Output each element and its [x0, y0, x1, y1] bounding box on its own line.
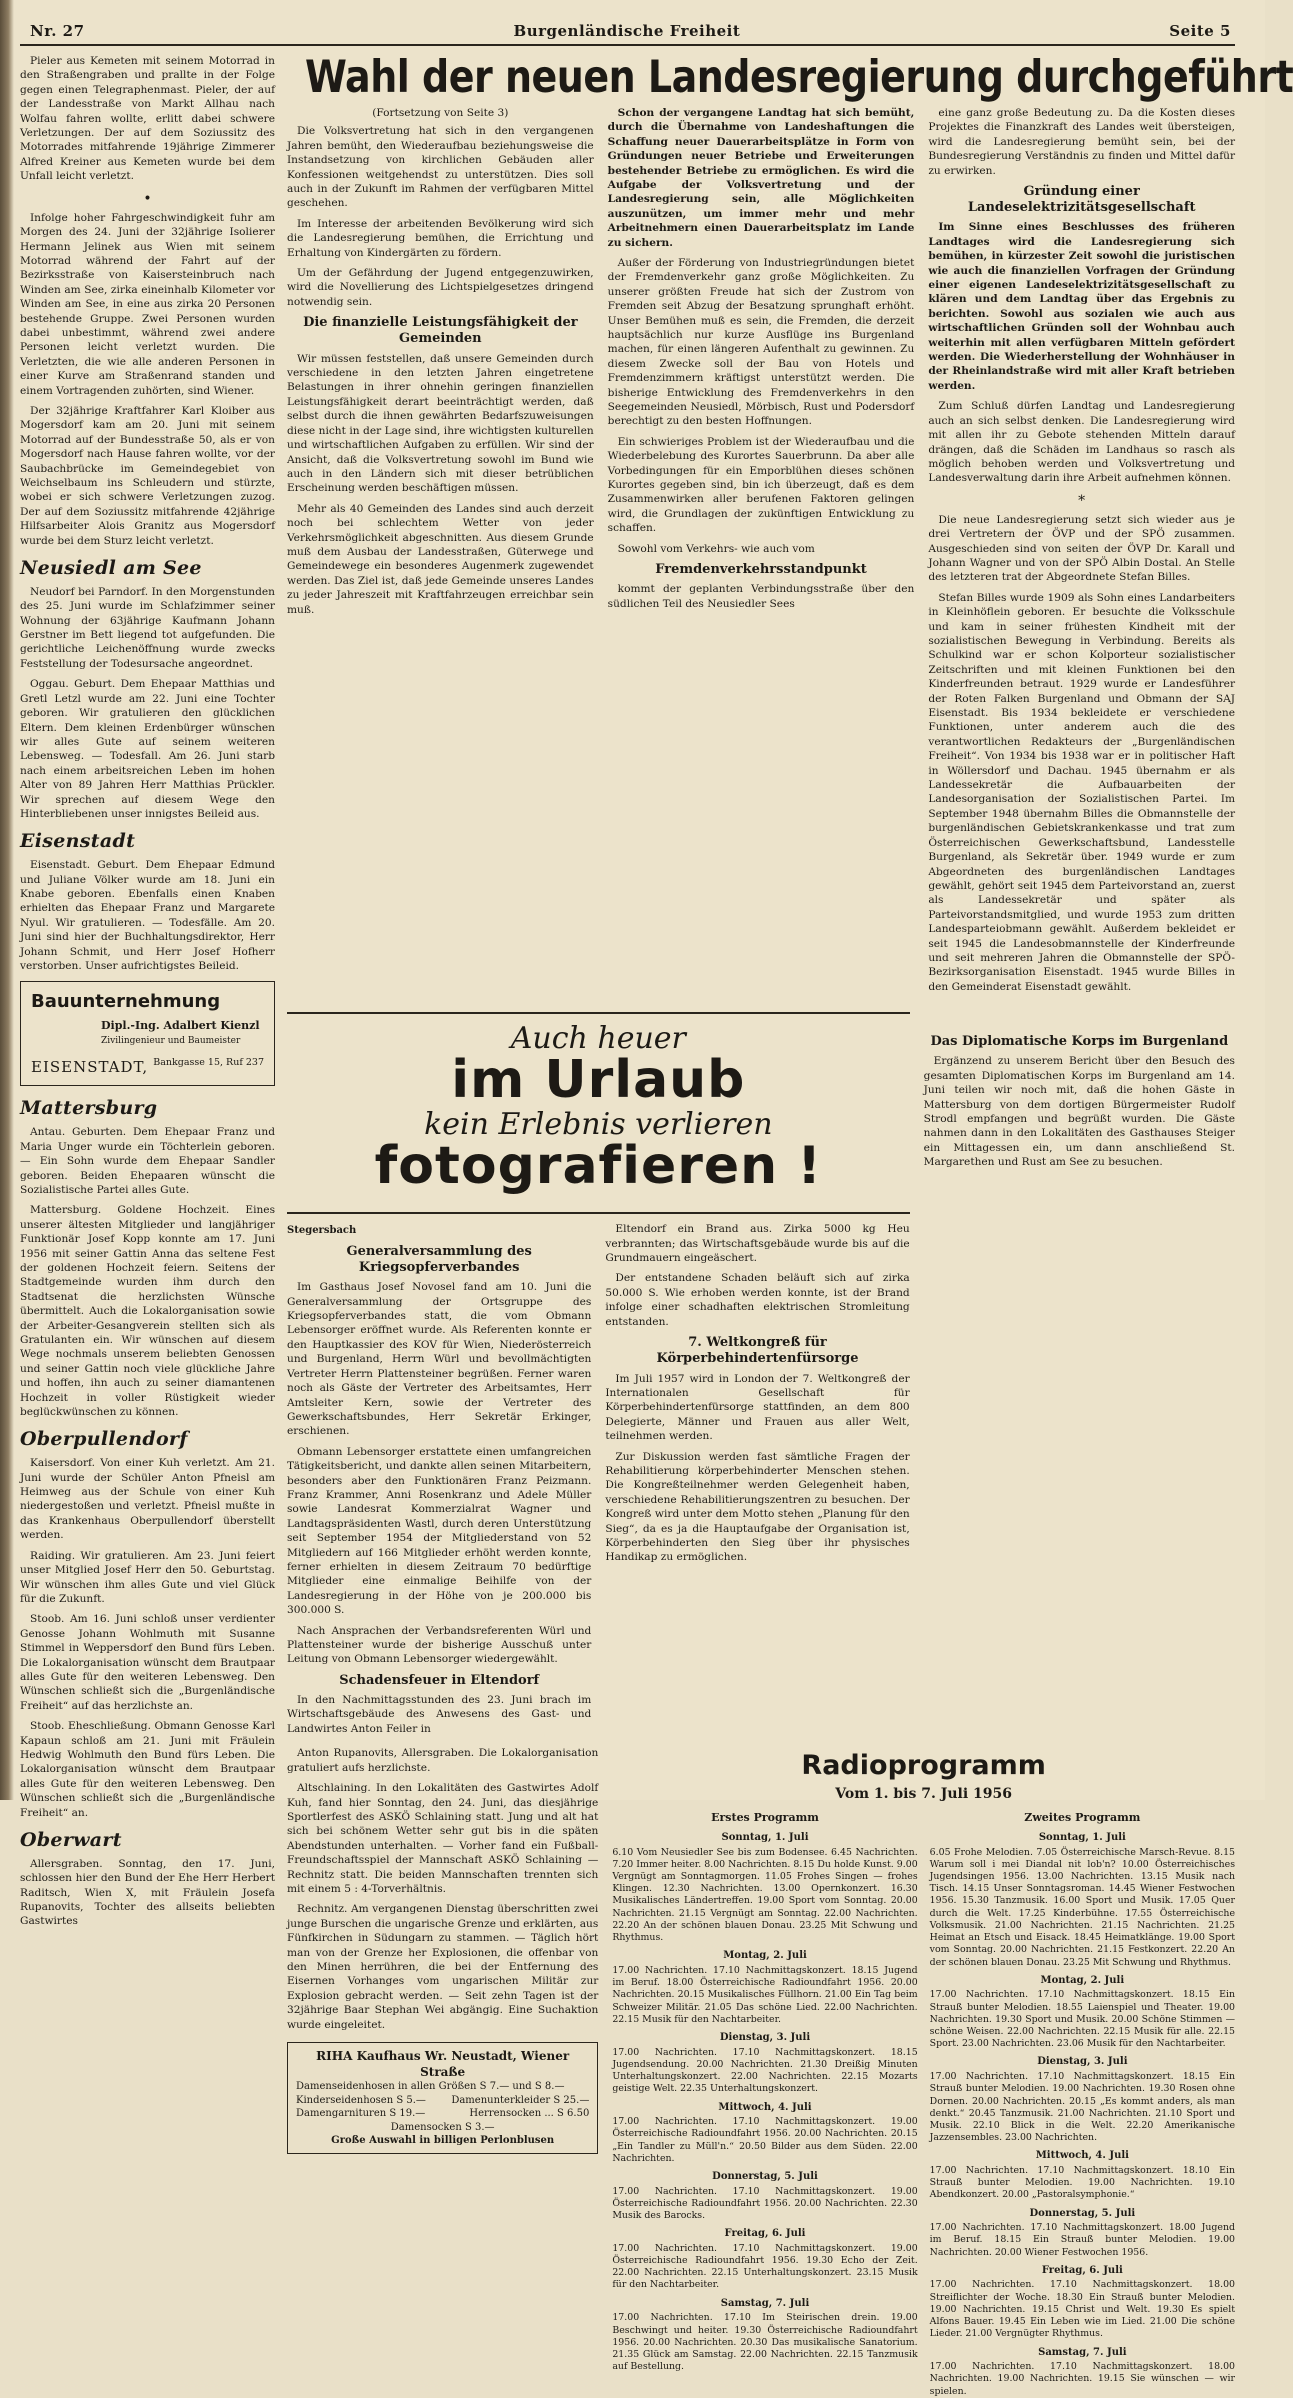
- ad-script-line: kein Erlebnis verlieren: [424, 1107, 773, 1143]
- day-heading: Freitag, 6. Juli: [1041, 2264, 1123, 2276]
- article-paragraph: Ergänzend zu unserem Bericht über den Besuch des gesamten Diplomatischen Korps im Burgenland am 14. Juni teilen wir noch mit, daß die hohen Gäste in Mattersburg von dem dortigen Bürgermeister Rudolf Strodl empfangen und begrüßt wurden. Die Gäste nahmen dann in den Lokalitäten des Gasthauses Steiger ein Mittagessen ein, um dann anschließend St. Margarethen und Rust am See zu besuchen.: [923, 1055, 1235, 1169]
- article-paragraph: Nach Ansprachen der Verbandsreferenten Würl und Plattensteiner wurde der bisherige Ausschuß unter Leitung von Obmann Lebensorger wiedergewählt.: [287, 1624, 592, 1666]
- section-heading: Neusiedl am See: [20, 557, 202, 580]
- middle-section: [287, 1004, 1235, 1742]
- section-heading: Mattersburg: [20, 1097, 158, 1120]
- day-heading: Sonntag, 1. Juli: [1038, 1832, 1126, 1843]
- continuation-note: (Fortsetzung von Seite 3): [372, 106, 509, 119]
- left-column: Pieler aus Kemeten mit seinem Motorrad in den Straßengraben und prallte in der Folge gegen einen Telegraphenmast. Pieler, der auf der Landesstraße von Markt Allhau nach Wolfau fahren wollte, erlitt dabei schwere Verletzungen. Der auf dem Soziussitz des Motorrades mitfahrende 19jährige Zimmerer Alfred Kreiner aus Kemeten wurde bei dem Unfall leicht verletzt. • Infolge hoher Fahrgeschwindigkeit fuhr am Morgen des 24. Juni der 32jährige Isolierer Hermann Jelinek aus Wien mit seinem Motorrad während der Fahrt auf der Bezirksstraße von Kaisersteinbruch nach Winden am See, zirka eineinhalb Kilometer vor Winden am See, in eine aus zirka 20 Personen bestehende Gruppe. Zwei Personen wurden dabei unbestimmt, während zwei andere Personen leicht verletzt wurden. Die Verletzten, die wie alle anderen Personen in einer Kurve am Straßenrand standen und einem Vortragenden zuhörten, sind Wiener. Der 32jährige Kraftfahrer Karl Kloiber aus Mogersdorf kam am 20. Juni mit seinem Motorrad auf der Bundesstraße 50, als er von Mogersdorf nach Hause fahren wollte, vor der Saubachbrücke im Gemeindegebiet von Weichselbaum ins Schleudern und stürzte, wobei er sich schwere Verletzungen zuzog. Der auf dem Soziussitz mitfahrende 42jährige Hilfsarbeiter Alois Granitz aus Mogersdorf wurde bei dem Sturz leicht verletzt. Neusiedl am See Neudorf bei Parndorf. In den Morgenstunden des 25. Juni wurde im Schlafzimmer seiner Wohnung der 63jährige Kaufmann Johann Gerstner im Bett liegend tot aufgefunden. Die gerichtliche Leichenöffnung wurde zwecks Feststellung der Todesursache angeordnet. Oggau. Geburt. Dem Ehepaar Matthias und Gretl Letzl wurde am 22. Juni eine Tochter geboren. Wir gratulieren den glücklichen Eltern. Dem kleinen Erdenbürger wünschen wir alles Gute auf seinem weiteren Lebensweg. — Todesfall. Am 26. Juni starb nach einem arbeitsreichen Leben im hohen Alter von 89 Jahren Herr Matthias Prückler. Wir sprechen auf diesem Wege den Hinterbliebenen unser innigstes Beileid aus. Eisenstadt Eisenstadt. Geburt. Dem Ehepaar Edmund und Juliane Völker wurde am 18. Juni ein Knabe geboren. Ebenfalls einen Knaben erhielten das Ehepaar Franz und Margarete Nyul. Wir gratulieren. — Todesfälle. Am 20. Juni sind hier der Buchhaltungsdirektor, Herr Johann Schmit, und Herr Josef Hofherr verstorben. Unser aufrichtigstes Beileid. Bauunternehmung Dipl.-Ing. Adalbert Kienzl Zivilingenieur und Baumeister EISENSTADT, Bankgasse 15, Ruf 237 Mattersburg Antau. Geburten. Dem Ehepaar Franz und Maria Unger wurde ein Töchterlein geboren. — Ein Sohn wurde dem Ehepaar Sandler geboren. Beiden Ehepaaren wünscht die Sozialistische Partei alles Gute. Mattersburg. Goldene Hochzeit. Eines unserer ältesten Mitglieder und langjähriger Funktionär Josef Kopp konnte am 17. Juni 1956 mit seiner Gattin Anna das seltene Fest der goldenen Hochzeit feiern. Seitens der Stadtgemeinde wurden ihm durch den Stadtsenat die herzlichsten Wünsche übermittelt. Auch die Lokalorganisation sowie der Arbeiter-Gesangverein stellten sich als Gratulanten ein. Wir wünschen auf diesem Wege nochmals unserem beliebten Genossen und seiner Gattin noch viele glückliche Jahre und hoffen, ihn auch zu seiner diamantenen Hochzeit in voller Rüstigkeit wieder beglückwünschen zu können. Oberpullendorf Kaisersdorf. Von einer Kuh verletzt. Am 21. Juni wurde der Schüler Anton Pfneisl am Heimweg aus der Schule von einer Kuh niedergestoßen und verletzt. Pfneisl mußte in das Krankenhaus Oberpullendorf überstellt werden. Raiding. Wir gratulieren. Am 23. Juni feiert unser Mitglied Josef Herr den 50. Geburtstag. Wir wünschen ihm alles Gute und viel Glück für die Zukunft. Stoob. Am 16. Juni schloß unser verdienter Genosse Johann Wohlmuth mit Susanne Stimmel in Weppersdorf den Bund fürs Leben. Die Lokalorganisation wünscht dem Brautpaar alles Gute für den weiteren Lebensweg. Den Wünschen schließt sich die „Burgenländische Freiheit“ auf das herzlichste an. Stoob. Eheschließung. Obmann Genosse Karl Kapaun schloß am 21. Juni mit Fräulein Hedwig Wohlmuth den Bund fürs Leben. Die Lokalorganisation wünscht dem Brautpaar alles Gute für den weiteren Lebensweg. Den Wünschen schließt sich die „Burgenländische Freiheit“ an. Oberwart Allersgraben. Sonntag, den 17. Juni, schlossen hier den Bund der Ehe Herr Herbert Raditsch, Wien X, mit Fräulein Josefa Rupanovits, Tochter des allseits beliebten Gastwirtes: [20, 55, 275, 1928]
- day-heading: Donnerstag, 5. Juli: [1029, 2207, 1136, 2219]
- subheading: Die finanzielle Leistungsfähigkeit der Gemeinden: [303, 315, 578, 347]
- article-paragraph: Allersgraben. Sonntag, den 17. Juni, schlossen hier den Bund der Ehe Herr Herbert Raditsch, Wien X, mit Fräulein Josefa Rupanovits, Tochter des allseits beliebten Gastwirtes: [20, 1857, 275, 1928]
- article-paragraph: eine ganz große Bedeutung zu. Da die Kosten dieses Projektes die Finanzkraft des Landes weit übersteigen, wird die Landesregierung bemüht sein, bei der Bundesregierung Verständnis zu finden und Mittel dafür zu erwirken.: [928, 106, 1236, 177]
- subheading: Schadensfeuer in Eltendorf: [339, 1672, 540, 1688]
- article-paragraph: Im Interesse der arbeitenden Bevölkerung wird sich die Landesregierung bemühen, die Errichtung und Erhaltung von Kindergärten zu fördern.: [287, 217, 594, 259]
- subheading: 7. Weltkongreß für Körperbehindertenfürsorge: [656, 1335, 859, 1367]
- section-heading: Oberwart: [20, 1829, 122, 1852]
- article-paragraph: Pieler aus Kemeten mit seinem Motorrad in den Straßengraben und prallte in der Folge gegen einen Telegraphenmast. Pieler, der auf der Landesstraße von Markt Allhau nach Wolfau fahren wollte, erlitt dabei schwere Verletzungen. Der auf dem Soziussitz des Motorrades mitfahrende 19jährige Zimmerer Alfred Kreiner aus Kemeten wurde bei dem Unfall leicht verletzt.: [20, 55, 275, 183]
- day-heading: Montag, 2. Juli: [1040, 1974, 1125, 1986]
- article-paragraph: Die Volksvertretung hat sich in den vergangenen Jahren bemüht, den Wiederaufbau beziehungsweise die Instandsetzung von kirchlichen Gebäuden aller Konfessionen weitgehendst zu unterstützen. Dies soll auch in der Zukunft im Rahmen der verfügbaren Mittel geschehen.: [287, 125, 594, 210]
- day-heading: Freitag, 6. Juli: [724, 2228, 806, 2240]
- ad-name: Dipl.-Ing. Adalbert Kienzl: [101, 1018, 260, 1032]
- riha-row: Damengarnituren S 19.—: [296, 2108, 426, 2120]
- article-paragraph: Um der Gefährdung der Jugend entgegenzuwirken, wird die Novellierung des Lichtspielgesetzes dringend notwendig sein.: [287, 266, 594, 308]
- ad-title: Bauunternehmung: [31, 991, 221, 1013]
- program-listing: 17.00 Nachrichten. 17.10 Nachmittagskonzert. 18.10 Ein Strauß bunter Melodien. 19.00 Nachrichten. 19.10 Abendkonzert. 20.00 „Pastoralsymphonie.“: [929, 2164, 1236, 2201]
- article-paragraph: Die neue Landesregierung setzt sich wieder aus je drei Vertretern der ÖVP und der SPÖ zusammen. Ausgeschieden sind von seiten der ÖVP Dr. Karall und Johann Wagner und von der SPÖ Albin Dostal. An Stelle des letzteren trat der Abgeordnete Stefan Billes.: [928, 513, 1236, 584]
- riha-title: RIHA Kaufhaus Wr. Neustadt, Wiener Straße: [316, 2049, 570, 2080]
- second-program: [930, 1808, 1235, 2398]
- subheading: Das Diplomatische Korps im Burgenland: [930, 1034, 1229, 1050]
- program-listing: 17.00 Nachrichten. 17.10 Nachmittagskonzert. 18.00 Jugend im Beruf. 18.15 Ein Strauß bunter Melodien. 19.00 Nachrichten. 20.00 Wiener Festwochen 1956.: [929, 2222, 1236, 2258]
- article-paragraph: Im Gasthaus Josef Novosel fand am 10. Juni die Generalversammlung der Ortsgruppe des Kriegsopferverbandes statt, die vom Obmann Lebensorger eröffnet wurde. Als Referenten konnte er den Hauptkassier des KOV für Wien, Niederösterreich und Burgenland, Herrn Würl und bevollmächtigten Vertreter Herrn Plattensteiner begrüßen. Ferner waren noch als Gäste der Vertreter des Arbeitsamtes, Herr Amtsleiter Kern, sowie der Vertreter des Gewerkschaftsbundes, Herr Sekretär Erkinger, erschienen.: [287, 1281, 592, 1438]
- article-paragraph: Schon der vergangene Landtag hat sich bemüht, durch die Übernahme von Landeshaftungen die Schaffung neuer Dauerarbeitsplätze in Form von Gründungen neuer Betriebe und Erweiterungen bestehender Betriebe zu ermöglichen. Es wird die Aufgabe der Volksvertretung und der Landesregierung sein, alle Möglichkeiten auszunützen, um immer mehr und mehr Arbeitnehmern einen Dauerarbeitsplatz im Lande zu sichern.: [607, 106, 915, 249]
- masthead: [20, 22, 1235, 46]
- photo-advertisement: [287, 1012, 910, 1214]
- program-listing: 17.00 Nachrichten. 17.10 Nachmittagskonzert. 19.00 Österreichische Radioundfahrt 1956. 20.00 Nachrichten. 20.15 „Ein Tandler zu Müll'n.“ 20.50 Bilder aus dem Süden. 22.00 Nachrichten.: [612, 2116, 918, 2164]
- article-paragraph: Im Sinne eines Beschlusses des früheren Landtages wird die Landesregierung sich bemühen, in kürzester Zeit sowohl die juristischen wie auch die finanziellen Vorfragen der Gründung einer eigenen Landeselektrizitätsgesellschaft zu klären und dem Landtag über das Ergebnis zu berichten. Sowohl aus sozialen wie auch aus wirtschaftlichen Gründen soll der Wohnbau auch weiterhin mit allen verfügbaren Mitteln gefördert werden. Die Wiederherstellung der Wohnhäuser in der Rheinlandstraße wird mit aller Kraft betrieben werden.: [928, 221, 1236, 392]
- riha-row: Damenunterkleider S 25.—: [451, 2094, 590, 2106]
- riha-footer: Große Auswahl in billigen Perlonblusen: [331, 2135, 555, 2147]
- article-paragraph: Stefan Billes wurde 1909 als Sohn eines Landarbeiters in Kleinhöflein geboren. Er besuchte die Volksschule und kam in seiner frühesten Kindheit mit der sozialistischen Bewegung in Verbindung. Bereits als Schulkind war er schon Kolporteur sozialistischer Zeitschriften und mit kleinen Funktionen bei den Kinderfreunden betraut. 1929 wurde er Landesführer der Roten Falken Burgenland und Obmann der SAJ Eisenstadt. Bis 1934 bekleidete er verschiedene Funktionen, unter anderem auch die des verantwortlichen Redakteurs der „Burgenländischen Freiheit“. Von 1934 bis 1938 war er in politischer Haft in Wöllersdorf und Dachau. 1945 übernahm er als Landessekretär die Aufbauarbeiten der Landesorganisation der Sozialistischen Partei. Im September 1948 übernahm Billes die Obmannstelle der burgenländischen Gebietskrankenkasse und trat zum Österreichischen Gewerkschaftsbund, Landesstelle Burgenland, als Sekretär über. 1949 wurde er zum Abgeordneten des burgenländischen Landtages gewählt, gehört seit 1945 dem Parteivorstand an, zuerst als Landessekretär und später als Parteivorstandsmitglied, und wurde 1953 zum dritten Landesparteiobmann gewählt. Außerdem bekleidet er seit 1945 die Landesobmannstelle der Kinderfreunde und seit mehreren Jahren die Obmannstelle der SPÖ-Bezirksorganisation Eisenstadt. 1945 wurde Billes in den Gemeinderat Eisenstadt gewählt.: [928, 591, 1236, 993]
- article-paragraph: Stoob. Am 16. Juni schloß unser verdienter Genosse Johann Wohlmuth mit Susanne Stimmel in Weppersdorf den Bund fürs Leben. Die Lokalorganisation wünscht dem Brautpaar alles Gute für den weiteren Lebensweg. Den Wünschen schließt sich die „Burgenländische Freiheit“ auf das herzlichste an.: [20, 1613, 275, 1712]
- lower-section: [287, 1746, 1235, 2398]
- first-program: [612, 1808, 917, 2398]
- section-heading: Eisenstadt: [20, 830, 136, 853]
- article-paragraph: Rechnitz. Am vergangenen Dienstag überschritten zwei junge Burschen die ungarische Grenze und erklärten, aus Fünfkirchen in Südungarn zu stammen. — Täglich hört man von der Grenze her Explosionen, die offenbar von den Minen herrühren, die bei der Entfernung des Eisernen Vorhanges vom ungarischen Militär zur Explosion gebracht werden. — Seit zehn Tagen ist der 32jährige Baar Stephan Wei abgängig. Eine Suchaktion wurde eingeleitet.: [287, 1903, 599, 2031]
- article-paragraph: kommt der geplanten Verbindungsstraße über den südlichen Teil des Neusiedler Sees: [607, 583, 915, 610]
- day-heading: Mittwoch, 4. Juli: [718, 2101, 812, 2113]
- article-paragraph: Zum Schluß dürfen Landtag und Landesregierung auch an sich selbst denken. Die Landesregierung wird mit allen ihr zu Gebote stehenden Mitteln darauf drängen, daß die Schäden im Landhaus so rasch als möglich behoben werden und Volksvertretung und Landesverwaltung darin ihre Arbeit aufnehmen können.: [928, 400, 1236, 485]
- ad-address: Bankgasse 15, Ruf 237: [153, 1057, 264, 1069]
- riha-advertisement: [287, 2042, 598, 2154]
- riha-row: Damenseidenhosen in allen Größen S 7.— und S 8.—: [296, 2081, 565, 2093]
- day-heading: Donnerstag, 5. Juli: [712, 2170, 818, 2182]
- article-paragraph: Sowohl vom Verkehrs- wie auch vom: [617, 542, 815, 555]
- article-paragraph: Oggau. Geburt. Dem Ehepaar Matthias und Gretl Letzl wurde am 22. Juni eine Tochter geboren. Wir gratulieren den glücklichen Eltern. Dem kleinen Erdenbürger wünschen wir alles Gute auf seinem weiteren Lebensweg. — Todesfall. Am 26. Juni starb nach einem arbeitsreichen Leben im hohen Alter von 89 Jahren Herr Matthias Prückler. Wir sprechen auf diesem Wege den Hinterbliebenen unser innigstes Beileid aus.: [20, 678, 275, 820]
- section-heading: Oberpullendorf: [20, 1428, 188, 1451]
- day-heading: Samstag, 7. Juli: [720, 2297, 810, 2309]
- riha-row: Damensocken S 3.—: [390, 2121, 495, 2133]
- article-paragraph: Mehr als 40 Gemeinden des Landes sind auch derzeit noch bei schlechtem Wetter von jeder Verkehrsmöglichkeit abgeschnitten. Aus diesem Grunde muß dem Ausbau der Landesstraßen, Güterwege und Gemeindewege ein besonderes Augenmerk zugewendet werden. Das Ziel ist, daß jede Gemeinde unseres Landes zu jeder Jahreszeit mit Kraftfahrzeugen erreichbar sein muß.: [287, 502, 594, 616]
- program-title: Erstes Programm: [711, 1811, 819, 1825]
- radio-title: Radioprogramm: [801, 1750, 1046, 1782]
- program-listing: 17.00 Nachrichten. 17.10 Im Steirischen drein. 19.00 Beschwingt und heiter. 19.30 Österreichische Radioundfahrt 1956. 20.00 Nachrichten. 20.30 Das musikalische Sanatorium. 21.35 Glück am Samstag. 22.00 Nachrichten. 22.15 Tanzmusik auf Bestellung.: [612, 2312, 918, 2373]
- article-paragraph: Obmann Lebensorger erstattete einen umfangreichen Tätigkeitsbericht, und dankte allen seinen Mitarbeitern, besonders aber den Funktionären Franz Peizmann. Franz Krammer, Anni Rosenkranz und Adele Müller sowie Landesrat Kommerzialrat Wagner und Landtagspräsidenten Wastl, durch deren Unterstützung seit September 1954 der Mitgliederstand von 52 Mitgliedern auf 166 Mitglieder erhöht werden konnte, ferner erhielten in diesem Zeitraum 70 bedürftige Mitglieder eine einmalige Beihilfe von der Landesregierung in der Höhe von je 200.000 bis 300.000 S.: [287, 1445, 592, 1617]
- program-listing: 6.10 Vom Neusiedler See bis zum Bodensee. 6.45 Nachrichten. 7.20 Immer heiter. 8.00 Nachrichten. 8.15 Du holde Kunst. 9.00 Vergnügt am Sonntagmorgen. 11.05 Frohes Singen — frohes Klingen. 12.30 Nachrichten. 13.00 Opernkonzert. 16.30 Musikalisches Ländertreffen. 19.00 Sport vom Sonntag. 20.00 Nachrichten. 21.15 Vergnügt am Sonntag. 22.00 Nachrichten. 22.20 An der schönen blauen Donau. 23.25 Mit Schwung und Rhythmus.: [612, 1846, 918, 1944]
- day-heading: Mittwoch, 4. Juli: [1035, 2150, 1129, 2162]
- article-paragraph: Im Juli 1957 wird in London der 7. Weltkongreß der Internationalen Gesellschaft für Körperbehindertenfürsorge stattfinden, an dem 800 Delegierte, Männer und Frauen aus aller Welt, teilnehmen werden.: [605, 1372, 910, 1443]
- article-paragraph: Altschlaining. In den Lokalitäten des Gastwirtes Adolf Kuh, fand hier Sonntag, den 24. Juni, das diesjährige Sportlerfest des ASKÖ Schlaining statt. Jung und alt hat sich bei schönem Wetter sehr gut bis in die späten Abendstunden unterhalten. — Vorher fand ein Fußball-Freundschaftsspiel der Mannschaft ASKÖ Schlaining — Rechnitz statt. Die beiden Mannschaften trennten sich mit einem 5 : 4-Torverhältnis.: [287, 1782, 599, 1895]
- program-listing: 17.00 Nachrichten. 17.10 Nachmittagskonzert. 19.00 Österreichische Radioundfahrt 1956. 19.30 Echo der Zeit. 22.00 Nachrichten. 22.15 Unterhaltungskonzert. 23.15 Musik für den Nachtarbeiter.: [612, 2242, 918, 2291]
- radio-program: [612, 1746, 1235, 2398]
- program-listing: 17.00 Nachrichten. 17.10 Nachmittagskonzert. 18.00 Nachrichten. 19.00 Nachrichten. 19.15 Sie wünschen — wir spielen.: [929, 2361, 1236, 2397]
- article-paragraph: Mattersburg. Goldene Hochzeit. Eines unserer ältesten Mitglieder und langjähriger Funktionär Josef Kopp konnte am 17. Juni 1956 mit seiner Gattin Anna das seltene Fest der goldenen Hochzeit feiern. Seitens der Stadtgemeinde wurden ihm durch den Stadtsenat die herzlichsten Wünsche übermittelt. Auch die Lokalorganisation sowie der Arbeiter-Gesangverein stellten sich als Gratulanten ein. Wir wünschen auf diesem Wege nochmals unserem beliebten Genossen und seiner Gattin noch viele glückliche Jahre und hoffen, ihn auch zu seiner diamantenen Hochzeit in voller Rüstigkeit wieder beglückwünschen zu können.: [20, 1204, 275, 1419]
- day-heading: Montag, 2. Juli: [723, 1950, 807, 1962]
- program-title: Zweites Programm: [1024, 1811, 1141, 1825]
- issue-number: Nr. 27: [30, 22, 85, 40]
- day-heading: Sonntag, 1. Juli: [721, 1832, 809, 1843]
- article-paragraph: Eltendorf ein Brand aus. Zirka 5000 kg Heu verbrannten; das Wirtschaftsgebäude wurde bis auf die Grundmauern eingeäschert.: [605, 1223, 910, 1264]
- program-listing: 17.00 Nachrichten. 17.10 Nachmittagskonzert. 18.15 Jugend im Beruf. 18.00 Österreichische Radioundfahrt 1956. 20.00 Nachrichten. 20.15 Musikalisches Füllhorn. 21.00 Ein Tag beim Schweizer Militär. 21.05 Das schöne Lied. 22.00 Nachrichten. 22.15 Musik für den Nachtarbeiter.: [612, 1964, 918, 2025]
- riha-row: Kinderseidenhosen S 5.—: [296, 2094, 426, 2106]
- article-paragraph: Wir müssen feststellen, daß unsere Gemeinden durch verschiedene in den letzten Jahren eingetretene Belastungen in ihrer ohnehin geringen finanziellen Leistungsfähigkeit derart beeinträchtigt werden, daß selbst durch die ihnen gewährten Bedarfszuweisungen diese nicht in der Lage sind, ihre wichtigsten kulturellen und wirtschaftlichen Aufgaben zu erfüllen. Wir sind der Ansicht, daß die Volksvertretung sowohl im Bund wie auch in den Ländern sich mit dieser betrüblichen Erscheinung werden beschäftigen müssen.: [287, 352, 594, 495]
- riha-row: Herrensocken ... S 6.50: [469, 2108, 590, 2120]
- article-paragraph: Neudorf bei Parndorf. In den Morgenstunden des 25. Juni wurde im Schlafzimmer seiner Wohnung der 63jährige Kaufmann Johann Gerstner im Bett liegend tot aufgefunden. Die gerichtliche Leichenöffnung wurde zwecks Feststellung der Todesursache angeordnet.: [20, 585, 275, 670]
- main-headline: Wahl der neuen Landesregierung durchgeführt: [305, 50, 1293, 103]
- article-paragraph: Eisenstadt. Geburt. Dem Ehepaar Edmund und Juliane Völker wurde am 18. Juni ein Knabe geboren. Ebenfalls einen Knaben erhielten das Ehepaar Franz und Margarete Nyul. Wir gratulieren. — Todesfälle. Am 20. Juni sind hier der Buchhaltungsdirektor, Herr Johann Schmit, und Herr Josef Hofherr verstorben. Unser aufrichtigstes Beileid.: [20, 859, 275, 973]
- lead-article: (Fortsetzung von Seite 3) Die Volksvertretung hat sich in den vergangenen Jahren bemüht, den Wiederaufbau beziehungsweise die Instandsetzung von kirchlichen Gebäuden aller Konfessionen weitgehendst zu unterstützen. Dies soll auch in der Zukunft im Rahmen der verfügbaren Mittel geschehen. Im Interesse der arbeitenden Bevölkerung wird sich die Landesregierung bemühen, die Errichtung und Erhaltung von Kindergärten zu fördern. Um der Gefährdung der Jugend entgegenzuwirken, wird die Novellierung des Lichtspielgesetzes dringend notwendig sein. Die finanzielle Leistungsfähigkeit der Gemeinden Wir müssen feststellen, daß unsere Gemeinden durch verschiedene in den letzten Jahren eingetretene Belastungen in ihrer ohnehin geringen finanziellen Leistungsfähigkeit derart beeinträchtigt werden, daß selbst durch die ihnen gewährten Bedarfszuweisungen diese nicht in der Lage sind, ihre wichtigsten kulturellen und wirtschaftlichen Aufgaben zu erfüllen. Wir sind der Ansicht, daß die Volksvertretung sowohl im Bund wie auch in den Ländern sich mit dieser betrüblichen Erscheinung werden beschäftigen müssen. Mehr als 40 Gemeinden des Landes sind auch derzeit noch bei schlechtem Wetter von jeder Verkehrsmöglichkeit abgeschnitten. Aus diesem Grunde muß dem Ausbau der Landesstraßen, Güterwege und Gemeindewege ein besonderes Augenmerk zugewendet werden. Das Ziel ist, daß jede Gemeinde unseres Landes zu jeder Jahreszeit mit Kraftfahrzeugen erreichbar sein muß. Schon der vergangene Landtag hat sich bemüht, durch die Übernahme von Landeshaftungen die Schaffung neuer Dauerarbeitsplätze in Form von Gründungen neuer Betriebe und Erweiterungen bestehender Betriebe zu ermöglichen. Es wird die Aufgabe der Volksvertretung und der Landesregierung sein, alle Möglichkeiten auszunützen, um immer mehr und mehr Arbeitnehmern einen Dauerarbeitsplatz im Lande zu sichern. Außer der Förderung von Industriegründungen bietet der Fremdenverkehr ganz große Möglichkeiten. Zu unserer größten Freude hat sich der Zustrom von Fremden seit Abzug der Besatzung sprunghaft erhöht. Unser Bemühen muß es sein, die Fremden, die derzeit hauptsächlich nur kurze Ausflüge ins Burgenland machen, für einen längeren Aufenthalt zu gewinnen. Zu diesem Zwecke soll der Bau von Hotels und Fremdenzimmern kräftigst unterstützt werden. Die bisherige Entwicklung des Fremdenverkehrs in den Seegemeinden Neusiedl, Mörbisch, Rust und Podersdorf berechtigt zu den besten Hoffnungen. Ein schwieriges Problem ist der Wiederaufbau und die Wiederbelebung des Kurortes Sauerbrunn. Da aber alle Vorbedingungen für ein Emporblühen dieses schönen Kurortes gegeben sind, bin ich überzeugt, daß es dem Zusammenwirken aller berufenen Faktoren gelingen wird, die Grundlagen der zukünftigen Entwicklung zu schaffen. Sowohl vom Verkehrs- wie auch vom Fremdenverkehrsstandpunkt kommt der geplanten Verbindungsstraße über den südlichen Teil des Neusiedler Sees eine ganz große Bedeutung zu. Da die Kosten dieses Projektes die Finanzkraft des Landes weit übersteigen, wird die Landesregierung bemüht sein, bei der Bundesregierung Verständnis zu finden und Mittel dafür zu erwirken. Gründung einer Landeselektrizitätsgesellschaft Im Sinne eines Beschlusses des früheren Landtages wird die Landesregierung sich bemühen, in kürzester Zeit sowohl die juristischen wie auch die finanziellen Vorfragen der Gründung einer eigenen Landeselektrizitätsgesellschaft zu klären und dem Landtag über das Ergebnis zu berichten. Sowohl aus sozialen wie auch aus wirtschaftlichen Gründen soll der Wohnbau auch weiterhin mit allen verfügbaren Mitteln gefördert werden. Die Wiederherstellung der Wohnhäuser in der Rheinlandstraße wird mit aller Kraft betrieben werden. Zum Schluß dürfen Landtag und Landesregierung auch an sich selbst denken. Die Landesregierung wird mit allen ihr zu Gebote stehenden Mitteln darauf drängen, daß die Schäden im Landhaus so rasch als möglich behoben werden und Volksvertretung und Landesverwaltung darin ihre Arbeit aufnehmen können. * Die neue Landesregierung setzt sich wieder aus je drei Vertretern der ÖVP und der SPÖ zusammen. Ausgeschieden sind von seiten der ÖVP Dr. Karall und Johann Wagner und von der SPÖ Albin Dostal. An Stelle des letzteren trat der Abgeordnete Stefan Billes. Stefan Billes wurde 1909 als Sohn eines Landarbeiters in Kleinhöflein geboren. Er besuchte die Volksschule und kam in seiner frühesten Kindheit mit der sozialistischen Bewegung in Verbindung. Bereits als Schulkind war er schon Kolporteur sozialistischer Zeitschriften und mit kleinen Funktionen bei den Kinderfreunden betraut. 1929 wurde er Landesführer der Roten Falken Burgenland und Obmann der SAJ Eisenstadt. Bis 1934 bekleidete er verschiedene Funktionen, unter anderem auch die des verantwortlichen Redakteurs der „Burgenländischen Freiheit“. Von 1934 bis 1938 war er in politischer Haft in Wöllersdorf und Dachau. 1945 übernahm er als Landessekretär die Aufbauarbeiten der Landesorganisation der Sozialistischen Partei. Im September 1948 übernahm Billes die Obmannstelle der burgenländischen Gebietskrankenkasse und trat zum Österreichischen Gewerkschaftsbund, Landesstelle Burgenland, als Sekretär über. 1949 wurde er zum Abgeordneten des burgenländischen Landtages gewählt, gehört seit 1945 dem Parteivorstand an, zuerst als Landessekretär und später als Parteivorstandsmitglied, und wurde 1953 zum dritten Landesparteiobmann gewählt. Außerdem bekleidet er seit 1945 die Landesobmannstelle der Kinderfreunde und seit mehreren Jahren die Obmannstelle der SPÖ-Bezirksorganisation Eisenstadt. 1945 wurde Billes in den Gemeinderat Eisenstadt gewählt.: [287, 106, 1236, 993]
- program-listing: 17.00 Nachrichten. 17.10 Nachmittagskonzert. 19.00 Österreichische Radioundfahrt 1956. 20.00 Nachrichten. 22.30 Musik des Barocks.: [612, 2185, 918, 2221]
- article-paragraph: Der entstandene Schaden beläuft sich auf zirka 50.000 S. Wie erhoben werden konnte, ist der Brand infolge einer schadhaften elektrischen Stromleitung entstanden.: [605, 1272, 910, 1328]
- article-paragraph: In den Nachmittagsstunden des 23. Juni brach im Wirtschaftsgebäude des Anwesens des Gast- und Landwirtes Anton Feiler in: [287, 1694, 592, 1735]
- program-listing: 17.00 Nachrichten. 17.10 Nachmittagskonzert. 18.00 Streiflichter der Woche. 18.30 Ein Strauß bunter Melodien. 19.00 Nachrichten. 19.15 Christ und Welt. 19.30 Es spielt Alfons Bauer. 19.45 Ein Leben wie im Lied. 21.00 Die schöne Lieder. 21.00 Vergnügter Rhythmus.: [929, 2279, 1236, 2340]
- advertisement-box: [20, 981, 275, 1086]
- article-paragraph: Anton Rupanovits, Allersgraben. Die Lokalorganisation gratuliert aufs herzlichste.: [287, 1747, 599, 1774]
- article-paragraph: Infolge hoher Fahrgeschwindigkeit fuhr am Morgen des 24. Juni der 32jährige Isolierer Hermann Jelinek aus Wien mit seinem Motorrad während der Fahrt auf der Bezirksstraße von Kaisersteinbruch nach Winden am See, zirka eineinhalb Kilometer vor Winden am See, in eine aus zirka 20 Personen bestehende Gruppe. Zwei Personen wurden dabei unbestimmt, während zwei andere Personen leicht verletzt wurden. Die Verletzten, die wie alle anderen Personen in einer Kurve am Straßenrand standen und einem Vortragenden zuhörten, sind Wiener.: [20, 211, 275, 397]
- dateline: Stegersbach: [287, 1225, 357, 1237]
- article-paragraph: Stoob. Eheschließung. Obmann Genosse Karl Kapaun schloß am 21. Juni mit Fräulein Hedwig Wohlmuth den Bund fürs Leben. Die Lokalorganisation wünscht dem Brautpaar alles Gute für den weiteren Lebensweg. Den Wünschen schließt sich die „Burgenländische Freiheit“ an.: [20, 1720, 275, 1819]
- subheading: Gründung einer Landeselektrizitätsgesellschaft: [967, 183, 1196, 216]
- article-paragraph: Antau. Geburten. Dem Ehepaar Franz und Maria Unger wurde ein Töchterlein geboren. — Ein Sohn wurde dem Ehepaar Sandler geboren. Beiden Ehepaaren wünscht die Sozialistische Partei alles Gute.: [20, 1126, 275, 1196]
- article-paragraph: Kaisersdorf. Von einer Kuh verletzt. Am 21. Juni wurde der Schüler Anton Pfneisl am Heimweg aus der Schule von einer Kuh niedergestoßen und verletzt. Pfneisl mußte in das Krankenhaus Oberpullendorf überstellt werden.: [20, 1457, 275, 1542]
- ad-city: EISENSTADT,: [31, 1058, 149, 1077]
- ad-script-line: Auch heuer: [510, 1021, 686, 1057]
- program-listing: 6.05 Frohe Melodien. 7.05 Österreichische Marsch-Revue. 8.15 Warum soll i mei Diandal nit lob'n? 10.00 Österreichisches Jugendsingen 1956. 13.00 Nachrichten. 13.15 Musik nach Tisch. 14.15 Unser Sonntagsroman. 14.45 Wiener Festwochen 1956. 15.30 Tanzmusik. 16.00 Sport und Musik. 17.05 Quer durch die Welt. 17.25 Kinderbühne. 17.55 Österreichische Volksmusik. 21.00 Nachrichten. 21.15 Nachrichten. 21.25 Heimat an Etsch und Eisack. 18.45 Heimatklänge. 19.00 Sport vom Sonntag. 20.00 Nachrichten. 21.15 Festkonzert. 22.20 An der schönen blauen Donau. 23.25 Mit Schwung und Rhythmus.: [929, 1846, 1236, 1968]
- day-heading: Dienstag, 3. Juli: [1037, 2056, 1128, 2068]
- program-listing: 17.00 Nachrichten. 17.10 Nachmittagskonzert. 18.15 Ein Strauß bunter Melodien. 19.00 Nachrichten. 19.30 Rosen ohne Dornen. 20.00 Nachrichten. 20.15 „Es kommt anders, als man denkt.“ 20.45 Tanzmusik. 21.00 Nachrichten. 21.10 Sport und Musik. 22.10 Blick in die Welt. 22.20 Amerikanische Jazzensembles. 23.00 Nachrichten.: [929, 2071, 1236, 2144]
- page-number: Seite 5: [1169, 22, 1231, 40]
- ad-headline: im Urlaub: [451, 1050, 746, 1111]
- day-heading: Dienstag, 3. Juli: [719, 2032, 811, 2044]
- main-area: [287, 50, 1293, 2397]
- article-paragraph: Raiding. Wir gratulieren. Am 23. Juni feiert unser Mitglied Josef Herr den 50. Geburtstag. Wir wünschen ihm alles Gute und viel Glück für die Zukunft.: [20, 1549, 275, 1605]
- subheading: Fremdenverkehrsstandpunkt: [655, 562, 867, 578]
- subheading: Generalversammlung des Kriegsopferverbandes: [346, 1243, 532, 1276]
- article-paragraph: Außer der Förderung von Industriegründungen bietet der Fremdenverkehr ganz große Möglichkeiten. Zu unserer größten Freude hat sich der Zustrom von Fremden seit Abzug der Besatzung sprunghaft erhöht. Unser Bemühen muß es sein, die Fremden, die derzeit hauptsächlich nur kurze Ausflüge ins Burgenland machen, für einen längeren Aufenthalt zu gewinnen. Zu diesem Zwecke soll der Bau von Hotels und Fremdenzimmern kräftigst unterstützt werden. Die bisherige Entwicklung des Fremdenverkehrs in den Seegemeinden Neusiedl, Mörbisch, Rust und Podersdorf berechtigt zu den besten Hoffnungen.: [607, 256, 915, 428]
- paper-title: Burgenländische Freiheit: [513, 22, 741, 40]
- program-listing: 17.00 Nachrichten. 17.10 Nachmittagskonzert. 18.15 Ein Strauß bunter Melodien. 18.55 Laienspiel und Theater. 19.00 Nachrichten. 19.30 Sport und Musik. 20.00 Schöne Stimmen — schöne Weisen. 22.00 Nachrichten. 22.15 Musik für alle. 22.15 Sport. 23.00 Nachrichten. 23.06 Musik für den Nachtarbeiter.: [929, 1989, 1236, 2050]
- program-listing: 17.00 Nachrichten. 17.10 Nachmittagskonzert. 18.15 Jugendsendung. 20.00 Nachrichten. 21.30 Dreißig Minuten Unterhaltungskonzert. 22.00 Nachrichten. 22.15 Mozarts geistige Welt. 22.35 Unterhaltungskonzert.: [612, 2046, 918, 2095]
- article-paragraph: Ein schwieriges Problem ist der Wiederaufbau und die Wiederbelebung des Kurortes Sauerbrunn. Da aber alle Vorbedingungen für ein Emporblühen dieses schönen Kurortes gegeben sind, bin ich überzeugt, daß es dem Zusammenwirken aller berufenen Faktoren gelingen wird, die Grundlagen der zukünftigen Entwicklung zu schaffen.: [607, 435, 915, 535]
- day-heading: Samstag, 7. Juli: [1038, 2346, 1127, 2358]
- ad-headline: fotografieren !: [374, 1136, 823, 1197]
- article-paragraph: Der 32jährige Kraftfahrer Karl Kloiber aus Mogersdorf kam am 20. Juni mit seinem Motorrad auf der Bundesstraße 50, als er von Mogersdorf nach Hause fahren wollte, vor der Saubachbrücke im Gemeindegebiet von Weichselbaum ins Schleudern und stürzte, wobei er sich schwere Verletzungen zuzog. Der auf dem Soziussitz mitfahrende 42jährige Hilfsarbeiter Alois Granitz aus Mogersdorf wurde bei dem Sturz leicht verletzt.: [20, 404, 275, 547]
- article-paragraph: Zur Diskussion werden fast sämtliche Fragen der Rehabilitierung körperbehinderter Menschen stehen. Die Kongreßteilnehmer werden Gelegenheit haben, verschiedene Rehabilitierungszentren zu besuchen. Der Kongreß wird unter dem Motto stehen „Planung für den Sieg“, da es ja die Hauptaufgabe der Organisation ist, Körperbehinderten den Sieg über ihr physisches Handikap zu ermöglichen.: [605, 1450, 910, 1564]
- page-binding-shadow: [0, 0, 14, 1800]
- radio-subtitle: Vom 1. bis 7. Juli 1956: [835, 1786, 1013, 1803]
- ad-role: Zivilingenieur und Baumeister: [101, 1035, 241, 1046]
